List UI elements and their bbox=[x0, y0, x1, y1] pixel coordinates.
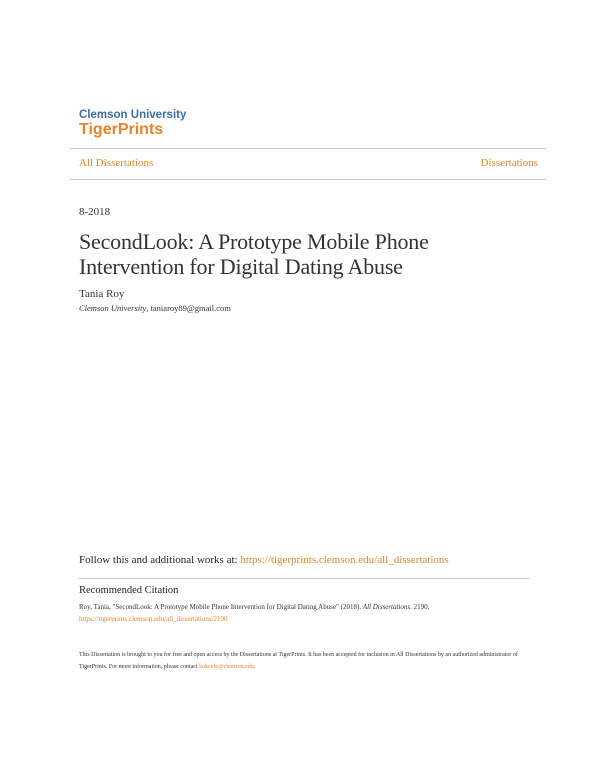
dissertations-link[interactable]: Dissertations bbox=[480, 157, 538, 169]
repository-name: TigerPrints bbox=[79, 121, 164, 138]
all-dissertations-link[interactable]: All Dissertations bbox=[79, 157, 154, 169]
citation-series: All Dissertations bbox=[362, 603, 411, 611]
author-name: Tania Roy bbox=[79, 288, 125, 300]
affiliation-institution: Clemson University bbox=[79, 303, 147, 313]
citation-heading: Recommended Citation bbox=[79, 585, 179, 596]
document-title: SecondLook: A Prototype Mobile Phone Intervention for Digital Dating Abuse bbox=[79, 229, 429, 279]
institution-name: Clemson University bbox=[79, 109, 187, 121]
follow-label: Follow this and additional works at: bbox=[79, 554, 241, 566]
citation-divider bbox=[79, 578, 529, 579]
citation-text: Roy, Tania, "SecondLook: A Prototype Mobile Phone Intervention for Digital Dating Abuse" (2018). bbox=[79, 603, 363, 611]
follow-link[interactable]: https://tigerprints.clemson.edu/all_dissertations bbox=[240, 554, 449, 566]
contact-email-link[interactable]: kokeefe@clemson.edu bbox=[199, 663, 254, 670]
access-notice bbox=[79, 650, 529, 673]
follow-line bbox=[79, 554, 449, 566]
access-notice-end: . bbox=[253, 663, 256, 670]
affiliation-email: , taniaroy89@gmail.com bbox=[146, 303, 231, 313]
publication-date: 8-2018 bbox=[79, 206, 111, 218]
divider-top bbox=[70, 148, 546, 149]
author-affiliation bbox=[79, 303, 231, 313]
access-notice-text: This Dissertation is brought to you for free and open access by the Dissertations at TigerPrints. It has been accepted for inclusion in All Dissertations by an authorized administrator of TigerPrints. For more information, please contact bbox=[79, 652, 518, 670]
citation-block bbox=[79, 601, 529, 625]
divider-bottom bbox=[70, 179, 546, 180]
citation-url-link[interactable]: https://tigerprints.clemson.edu/all_dissertations/2190 bbox=[79, 615, 228, 623]
citation-number: . 2190. bbox=[410, 603, 430, 611]
